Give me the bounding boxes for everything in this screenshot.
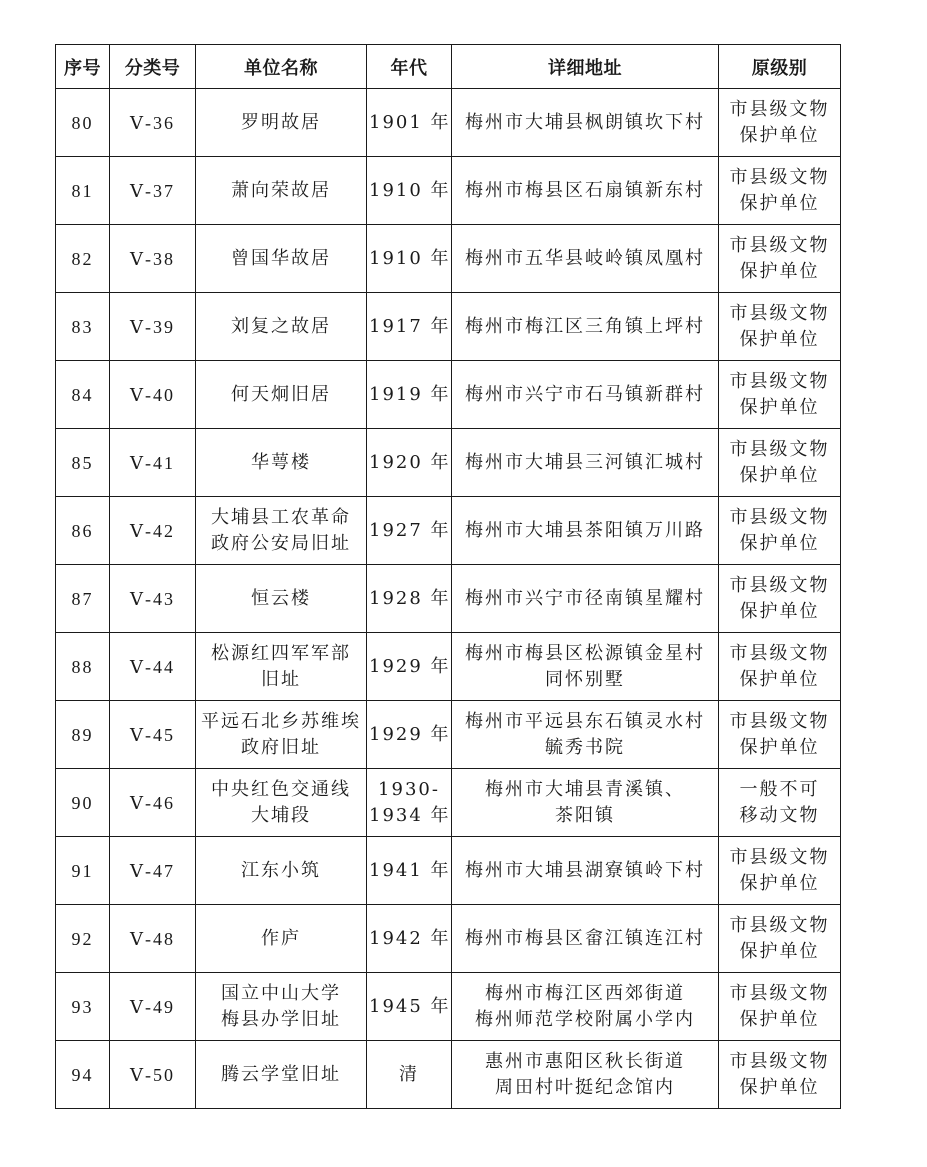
original-level-cell xyxy=(719,157,841,225)
table-row xyxy=(56,633,841,701)
original-level-cell xyxy=(719,837,841,905)
original-level-cell-line: 保护单位 xyxy=(739,1076,820,1098)
site-name-cell-line: 罗明故居 xyxy=(241,111,321,133)
category-code-cell: Ⅴ-42 xyxy=(110,497,196,565)
site-name-cell xyxy=(196,769,367,837)
era-cell xyxy=(367,361,452,429)
era-cell-line: 1919 年 xyxy=(369,383,451,405)
category-code-cell: Ⅴ-48 xyxy=(110,905,196,973)
address-cell xyxy=(452,837,719,905)
serial-number-cell: 81 xyxy=(56,157,110,225)
era-cell xyxy=(367,837,452,905)
header-category-code: 分类号 xyxy=(110,45,196,89)
address-cell xyxy=(452,225,719,293)
address-cell xyxy=(452,361,719,429)
original-level-cell-line: 市县级文物 xyxy=(729,506,830,528)
address-cell xyxy=(452,905,719,973)
header-era: 年代 xyxy=(367,45,452,89)
category-code-cell: Ⅴ-44 xyxy=(110,633,196,701)
category-code-cell: Ⅴ-39 xyxy=(110,293,196,361)
site-name-cell-line: 萧向荣故居 xyxy=(231,179,331,201)
original-level-cell-line: 保护单位 xyxy=(739,940,820,962)
original-level-cell xyxy=(719,497,841,565)
original-level-cell-line: 市县级文物 xyxy=(729,710,830,732)
site-name-cell-line: 恒云楼 xyxy=(251,587,311,609)
serial-number-cell: 86 xyxy=(56,497,110,565)
table-row xyxy=(56,497,841,565)
site-name-cell-line: 旧址 xyxy=(261,668,301,690)
original-level-cell-line: 保护单位 xyxy=(739,124,820,146)
era-cell-line: 1927 年 xyxy=(369,519,451,541)
original-level-cell-line: 市县级文物 xyxy=(729,1050,830,1072)
original-level-cell-line: 市县级文物 xyxy=(729,98,830,120)
site-name-cell-line: 中央红色交通线 xyxy=(211,778,351,800)
era-cell xyxy=(367,905,452,973)
era-cell xyxy=(367,293,452,361)
heritage-sites-table xyxy=(55,44,841,1109)
era-cell-line: 清 xyxy=(399,1063,419,1085)
original-level-cell-line: 保护单位 xyxy=(739,668,820,690)
address-cell xyxy=(452,701,719,769)
original-level-cell xyxy=(719,769,841,837)
serial-number-cell: 93 xyxy=(56,973,110,1041)
era-cell-line: 1934 年 xyxy=(369,804,451,826)
address-cell xyxy=(452,497,719,565)
address-cell-line: 梅州市梅县区畲江镇连江村 xyxy=(465,927,705,949)
address-cell-line: 周田村叶挺纪念馆内 xyxy=(495,1076,675,1098)
address-cell-line: 梅州市平远县东石镇灵水村 xyxy=(465,710,705,732)
original-level-cell-line: 保护单位 xyxy=(739,736,820,758)
era-cell xyxy=(367,565,452,633)
serial-number-cell: 82 xyxy=(56,225,110,293)
category-code-cell: Ⅴ-49 xyxy=(110,973,196,1041)
original-level-cell xyxy=(719,293,841,361)
site-name-cell xyxy=(196,837,367,905)
original-level-cell xyxy=(719,1041,841,1109)
era-cell-line: 1910 年 xyxy=(369,179,451,201)
era-cell xyxy=(367,89,452,157)
site-name-cell-line: 国立中山大学 xyxy=(221,982,341,1004)
site-name-cell xyxy=(196,429,367,497)
era-cell xyxy=(367,429,452,497)
site-name-cell xyxy=(196,89,367,157)
serial-number-cell: 84 xyxy=(56,361,110,429)
address-cell-line: 梅州市兴宁市石马镇新群村 xyxy=(465,383,705,405)
table-row xyxy=(56,225,841,293)
original-level-cell-line: 保护单位 xyxy=(739,328,820,350)
address-cell xyxy=(452,1041,719,1109)
site-name-cell-line: 腾云学堂旧址 xyxy=(221,1063,341,1085)
era-cell xyxy=(367,1041,452,1109)
era-cell-line: 1930- xyxy=(378,778,440,800)
site-name-cell-line: 松源红四军军部 xyxy=(211,642,351,664)
site-name-cell-line: 梅县办学旧址 xyxy=(221,1008,341,1030)
era-cell xyxy=(367,701,452,769)
era-cell xyxy=(367,633,452,701)
address-cell xyxy=(452,633,719,701)
era-cell-line: 1920 年 xyxy=(369,451,451,473)
original-level-cell-line: 保护单位 xyxy=(739,464,820,486)
category-code-cell: Ⅴ-43 xyxy=(110,565,196,633)
category-code-cell: Ⅴ-40 xyxy=(110,361,196,429)
address-cell-line: 梅州市大埔县青溪镇、 xyxy=(485,778,685,800)
original-level-cell xyxy=(719,429,841,497)
original-level-cell-line: 市县级文物 xyxy=(729,234,830,256)
header-site-name: 单位名称 xyxy=(196,45,367,89)
header-row xyxy=(56,45,841,89)
category-code-cell: Ⅴ-36 xyxy=(110,89,196,157)
original-level-cell xyxy=(719,361,841,429)
site-name-cell xyxy=(196,905,367,973)
site-name-cell-line: 政府旧址 xyxy=(241,736,321,758)
site-name-cell-line: 政府公安局旧址 xyxy=(211,532,351,554)
original-level-cell-line: 市县级文物 xyxy=(729,166,830,188)
address-cell-line: 梅州市大埔县三河镇汇城村 xyxy=(465,451,705,473)
serial-number-cell: 87 xyxy=(56,565,110,633)
serial-number-cell: 92 xyxy=(56,905,110,973)
site-name-cell-line: 华萼楼 xyxy=(251,451,311,473)
address-cell xyxy=(452,565,719,633)
category-code-cell: Ⅴ-38 xyxy=(110,225,196,293)
original-level-cell-line: 市县级文物 xyxy=(729,370,830,392)
site-name-cell xyxy=(196,225,367,293)
era-cell-line: 1941 年 xyxy=(369,859,451,881)
era-cell-line: 1945 年 xyxy=(369,995,451,1017)
category-code-cell: Ⅴ-47 xyxy=(110,837,196,905)
original-level-cell-line: 市县级文物 xyxy=(729,642,830,664)
header-original-level: 原级别 xyxy=(719,45,841,89)
site-name-cell xyxy=(196,565,367,633)
site-name-cell xyxy=(196,701,367,769)
era-cell xyxy=(367,157,452,225)
era-cell-line: 1929 年 xyxy=(369,655,451,677)
address-cell-line: 梅州市梅县区松源镇金星村 xyxy=(465,642,705,664)
original-level-cell-line: 市县级文物 xyxy=(729,914,830,936)
table-row xyxy=(56,361,841,429)
era-cell xyxy=(367,497,452,565)
site-name-cell-line: 江东小筑 xyxy=(241,859,321,881)
header-serial-number: 序号 xyxy=(56,45,110,89)
era-cell-line: 1901 年 xyxy=(369,111,451,133)
original-level-cell-line: 保护单位 xyxy=(739,1008,820,1030)
address-cell xyxy=(452,293,719,361)
header-address: 详细地址 xyxy=(452,45,719,89)
table-row xyxy=(56,293,841,361)
original-level-cell-line: 市县级文物 xyxy=(729,982,830,1004)
table-row xyxy=(56,1041,841,1109)
address-cell-line: 梅州市大埔县枫朗镇坎下村 xyxy=(465,111,705,133)
original-level-cell-line: 移动文物 xyxy=(739,804,820,826)
original-level-cell-line: 市县级文物 xyxy=(729,302,830,324)
original-level-cell-line: 一般不可 xyxy=(739,778,820,800)
original-level-cell-line: 保护单位 xyxy=(739,872,820,894)
site-name-cell xyxy=(196,1041,367,1109)
original-level-cell xyxy=(719,701,841,769)
original-level-cell xyxy=(719,565,841,633)
site-name-cell xyxy=(196,633,367,701)
original-level-cell-line: 市县级文物 xyxy=(729,574,830,596)
table-row xyxy=(56,429,841,497)
table-row xyxy=(56,973,841,1041)
address-cell xyxy=(452,89,719,157)
original-level-cell-line: 市县级文物 xyxy=(729,438,830,460)
address-cell-line: 梅州市大埔县湖寮镇岭下村 xyxy=(465,859,705,881)
original-level-cell-line: 保护单位 xyxy=(739,260,820,282)
site-name-cell xyxy=(196,973,367,1041)
era-cell xyxy=(367,225,452,293)
original-level-cell xyxy=(719,973,841,1041)
site-name-cell xyxy=(196,361,367,429)
era-cell xyxy=(367,973,452,1041)
site-name-cell-line: 大埔县工农革命 xyxy=(211,506,351,528)
site-name-cell xyxy=(196,293,367,361)
category-code-cell: Ⅴ-41 xyxy=(110,429,196,497)
serial-number-cell: 94 xyxy=(56,1041,110,1109)
original-level-cell-line: 保护单位 xyxy=(739,532,820,554)
original-level-cell xyxy=(719,89,841,157)
table-row xyxy=(56,701,841,769)
table-body xyxy=(56,89,841,1109)
serial-number-cell: 91 xyxy=(56,837,110,905)
era-cell-line: 1917 年 xyxy=(369,315,451,337)
site-name-cell-line: 何天炯旧居 xyxy=(231,383,331,405)
original-level-cell-line: 保护单位 xyxy=(739,600,820,622)
table-row xyxy=(56,905,841,973)
original-level-cell xyxy=(719,225,841,293)
site-name-cell-line: 大埔段 xyxy=(251,804,311,826)
original-level-cell-line: 市县级文物 xyxy=(729,846,830,868)
site-name-cell-line: 曾国华故居 xyxy=(231,247,331,269)
table-row xyxy=(56,565,841,633)
address-cell-line: 梅州市大埔县茶阳镇万川路 xyxy=(465,519,705,541)
era-cell-line: 1928 年 xyxy=(369,587,451,609)
address-cell-line: 梅州市兴宁市径南镇星耀村 xyxy=(465,587,705,609)
address-cell xyxy=(452,973,719,1041)
address-cell-line: 茶阳镇 xyxy=(555,804,615,826)
address-cell-line: 同怀别墅 xyxy=(545,668,625,690)
original-level-cell-line: 保护单位 xyxy=(739,396,820,418)
site-name-cell xyxy=(196,497,367,565)
serial-number-cell: 90 xyxy=(56,769,110,837)
era-cell-line: 1942 年 xyxy=(369,927,451,949)
address-cell xyxy=(452,429,719,497)
table-row xyxy=(56,157,841,225)
address-cell-line: 梅州师范学校附属小学内 xyxy=(475,1008,695,1030)
category-code-cell: Ⅴ-45 xyxy=(110,701,196,769)
address-cell xyxy=(452,157,719,225)
address-cell-line: 梅州市五华县岐岭镇凤凰村 xyxy=(465,247,705,269)
original-level-cell xyxy=(719,905,841,973)
address-cell-line: 惠州市惠阳区秋长街道 xyxy=(485,1050,685,1072)
serial-number-cell: 88 xyxy=(56,633,110,701)
serial-number-cell: 85 xyxy=(56,429,110,497)
address-cell-line: 毓秀书院 xyxy=(545,736,625,758)
address-cell-line: 梅州市梅江区西郊街道 xyxy=(485,982,685,1004)
table-row xyxy=(56,89,841,157)
category-code-cell: Ⅴ-46 xyxy=(110,769,196,837)
table-row xyxy=(56,837,841,905)
category-code-cell: Ⅴ-37 xyxy=(110,157,196,225)
table-row xyxy=(56,769,841,837)
category-code-cell: Ⅴ-50 xyxy=(110,1041,196,1109)
address-cell-line: 梅州市梅江区三角镇上坪村 xyxy=(465,315,705,337)
era-cell xyxy=(367,769,452,837)
address-cell-line: 梅州市梅县区石扇镇新东村 xyxy=(465,179,705,201)
era-cell-line: 1910 年 xyxy=(369,247,451,269)
site-name-cell-line: 作庐 xyxy=(261,927,301,949)
site-name-cell-line: 平远石北乡苏维埃 xyxy=(201,710,361,732)
original-level-cell-line: 保护单位 xyxy=(739,192,820,214)
serial-number-cell: 89 xyxy=(56,701,110,769)
era-cell-line: 1929 年 xyxy=(369,723,451,745)
address-cell xyxy=(452,769,719,837)
site-name-cell-line: 刘复之故居 xyxy=(231,315,331,337)
serial-number-cell: 80 xyxy=(56,89,110,157)
original-level-cell xyxy=(719,633,841,701)
serial-number-cell: 83 xyxy=(56,293,110,361)
site-name-cell xyxy=(196,157,367,225)
